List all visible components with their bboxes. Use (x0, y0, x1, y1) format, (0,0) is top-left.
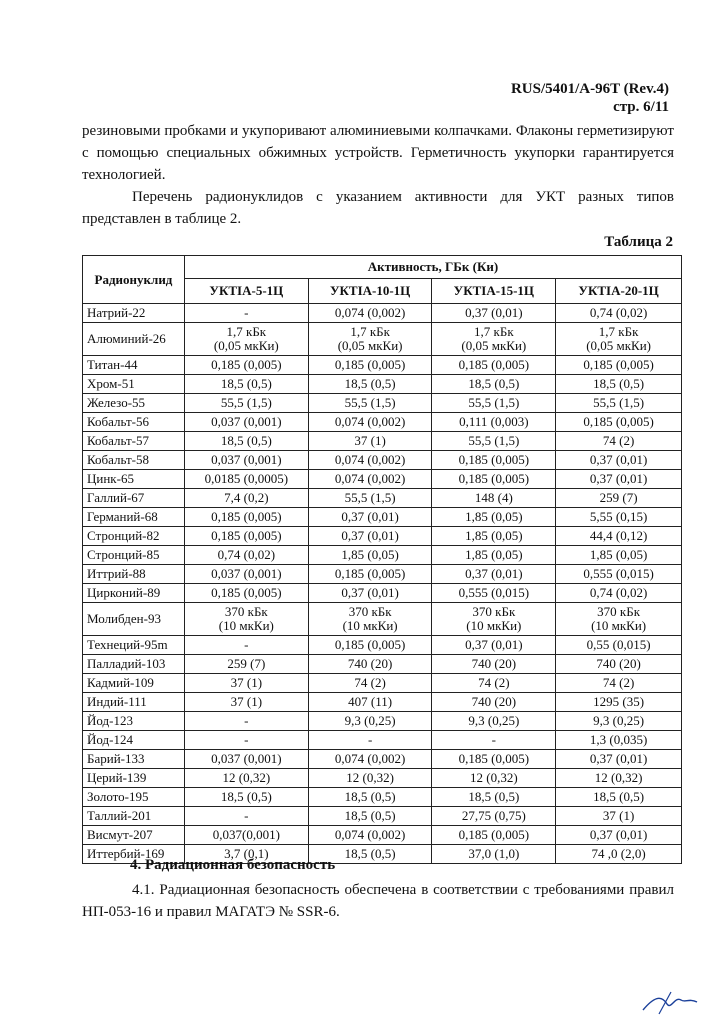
radionuclide-name: Алюминий-26 (83, 323, 185, 356)
activity-value: 37 (1) (556, 807, 682, 826)
activity-value: - (184, 304, 308, 323)
activity-value: 18,5 (0,5) (432, 788, 556, 807)
table-row (83, 527, 682, 546)
activity-value: 0,37 (0,01) (556, 451, 682, 470)
activity-value: 12 (0,32) (184, 769, 308, 788)
table-row (83, 603, 682, 636)
activity-value: 740 (20) (432, 693, 556, 712)
radionuclide-name: Стронций-82 (83, 527, 185, 546)
table-row (83, 470, 682, 489)
signature (641, 990, 699, 1016)
table-row (83, 304, 682, 323)
activity-value: 74 (2) (432, 674, 556, 693)
activity-value: 1295 (35) (556, 693, 682, 712)
activity-value: 0,185 (0,005) (308, 565, 432, 584)
activity-value: 0,185 (0,005) (184, 356, 308, 375)
activity-value: 9,3 (0,25) (432, 712, 556, 731)
activity-value: - (184, 712, 308, 731)
activity-value: 37 (1) (184, 693, 308, 712)
radionuclide-name: Иттрий-88 (83, 565, 185, 584)
activity-value: 407 (11) (308, 693, 432, 712)
activity-value: 9,3 (0,25) (308, 712, 432, 731)
radionuclide-name: Кобальт-57 (83, 432, 185, 451)
table-caption: Таблица 2 (604, 234, 673, 250)
radionuclide-name: Кобальт-56 (83, 413, 185, 432)
activity-value: 0,074 (0,002) (308, 304, 432, 323)
activity-value: 55,5 (1,5) (308, 489, 432, 508)
table-row (83, 693, 682, 712)
activity-value: 0,37 (0,01) (556, 750, 682, 769)
activity-value: 1,85 (0,05) (432, 508, 556, 527)
activity-value: - (184, 731, 308, 750)
table-row (83, 655, 682, 674)
table-row (83, 636, 682, 655)
activity-value: 18,5 (0,5) (184, 432, 308, 451)
activity-value: 27,75 (0,75) (432, 807, 556, 826)
table-row (83, 712, 682, 731)
section-4-title: 4. Радиационная безопасность (130, 857, 336, 873)
activity-value: 0,37 (0,01) (308, 527, 432, 546)
radionuclide-name: Технеций-95m (83, 636, 185, 655)
activity-value: 18,5 (0,5) (184, 788, 308, 807)
activity-value: 148 (4) (432, 489, 556, 508)
activity-value: 74 ,0 (2,0) (556, 845, 682, 864)
activity-value: 0,111 (0,003) (432, 413, 556, 432)
table-row (83, 807, 682, 826)
activity-value: 18,5 (0,5) (556, 788, 682, 807)
activity-value: 0,185 (0,005) (184, 508, 308, 527)
document-id: RUS/5401/A-96T (Rev.4) (510, 81, 669, 97)
activity-value: 0,0185 (0,0005) (184, 470, 308, 489)
activity-value: 0,037 (0,001) (184, 750, 308, 769)
radionuclide-name: Стронций-85 (83, 546, 185, 565)
activity-value: 37 (1) (184, 674, 308, 693)
activity-value: 1,7 кБк (0,05 мкКи) (184, 323, 308, 356)
activity-value: 18,5 (0,5) (308, 807, 432, 826)
activity-value: 0,37 (0,01) (308, 508, 432, 527)
activity-value: 0,37 (0,01) (432, 636, 556, 655)
activity-value: 0,074 (0,002) (308, 826, 432, 845)
radionuclide-name: Молибден-93 (83, 603, 185, 636)
activity-value: 1,85 (0,05) (556, 546, 682, 565)
radionuclide-name: Висмут-207 (83, 826, 185, 845)
activity-value: 1,7 кБк (0,05 мкКи) (308, 323, 432, 356)
table-row (83, 413, 682, 432)
radionuclide-name: Цирконий-89 (83, 584, 185, 603)
activity-value: 5,55 (0,15) (556, 508, 682, 527)
activity-value: 0,037 (0,001) (184, 451, 308, 470)
table-row (83, 375, 682, 394)
table-row (83, 584, 682, 603)
activity-value: 0,037(0,001) (184, 826, 308, 845)
activity-value: 0,185 (0,005) (432, 750, 556, 769)
activity-value: 0,37 (0,01) (432, 304, 556, 323)
table-row (83, 508, 682, 527)
page-number: стр. 6/11 (613, 99, 669, 115)
activity-value: 0,185 (0,005) (432, 470, 556, 489)
activity-value: 18,5 (0,5) (432, 375, 556, 394)
activity-value: 0,037 (0,001) (184, 565, 308, 584)
activity-value: 55,5 (1,5) (556, 394, 682, 413)
activity-value: 12 (0,32) (308, 769, 432, 788)
activity-value: 0,185 (0,005) (556, 356, 682, 375)
activity-value: 18,5 (0,5) (308, 788, 432, 807)
activity-value: 0,37 (0,01) (432, 565, 556, 584)
activity-value: - (184, 807, 308, 826)
section-4-text: 4.1. Радиационная безопасность обеспечена в соответствии с требованиями правил НП-053-16 и правил МАГАТЭ № SSR-6. (82, 882, 674, 920)
table-row (83, 826, 682, 845)
radionuclide-name: Хром-51 (83, 375, 185, 394)
activity-value: 1,3 (0,035) (556, 731, 682, 750)
activity-value: 18,5 (0,5) (308, 375, 432, 394)
radionuclide-name: Цинк-65 (83, 470, 185, 489)
activity-value: 12 (0,32) (556, 769, 682, 788)
activity-value: 7,4 (0,2) (184, 489, 308, 508)
radionuclide-name: Иттербий-169 (83, 845, 185, 864)
activity-value: 370 кБк (10 мкКи) (308, 603, 432, 636)
radionuclide-name: Таллий-201 (83, 807, 185, 826)
activity-value: 0,185 (0,005) (432, 826, 556, 845)
activity-value: 0,37 (0,01) (556, 826, 682, 845)
activity-value: 0,185 (0,005) (308, 356, 432, 375)
activity-value: 0,074 (0,002) (308, 750, 432, 769)
activity-value: 740 (20) (308, 655, 432, 674)
activity-value: 0,185 (0,005) (184, 527, 308, 546)
document-header (511, 80, 669, 116)
activity-value: 0,37 (0,01) (308, 584, 432, 603)
table-row (83, 432, 682, 451)
activity-value: - (308, 731, 432, 750)
activity-value: 55,5 (1,5) (308, 394, 432, 413)
table-row (83, 451, 682, 470)
activity-value: 37,0 (1,0) (432, 845, 556, 864)
radionuclide-name: Барий-133 (83, 750, 185, 769)
radionuclide-table (82, 255, 682, 864)
activity-value: 12 (0,32) (432, 769, 556, 788)
table-row (83, 788, 682, 807)
radionuclide-name: Натрий-22 (83, 304, 185, 323)
table-row (83, 750, 682, 769)
activity-value: 9,3 (0,25) (556, 712, 682, 731)
activity-value: 0,74 (0,02) (556, 304, 682, 323)
paragraph-sealing: резиновыми пробками и укупоривают алюминиевыми колпачками. Флаконы герметизируют с помощью специальных обжимных устройств. Герметичность укупорки гарантируется технологией. (82, 123, 674, 183)
radionuclide-name: Галлий-67 (83, 489, 185, 508)
activity-value: 740 (20) (432, 655, 556, 674)
activity-value: 0,074 (0,002) (308, 413, 432, 432)
radionuclide-name: Золото-195 (83, 788, 185, 807)
activity-value: 3,7 (0,1) (184, 845, 308, 864)
activity-value: 74 (2) (308, 674, 432, 693)
activity-value: 0,74 (0,02) (184, 546, 308, 565)
radionuclide-name: Кобальт-58 (83, 451, 185, 470)
activity-value: 0,074 (0,002) (308, 451, 432, 470)
header-activity: Активность, ГБк (Ки) (184, 256, 681, 279)
paragraph-table-intro: Перечень радионуклидов с указанием активности для УКТ разных типов представлен в таблице 2. (82, 189, 674, 227)
activity-value: 0,185 (0,005) (556, 413, 682, 432)
radionuclide-name: Йод-124 (83, 731, 185, 750)
activity-value: 1,85 (0,05) (432, 546, 556, 565)
activity-value: 0,55 (0,015) (556, 636, 682, 655)
activity-value: 37 (1) (308, 432, 432, 451)
table-row (83, 489, 682, 508)
activity-value: 0,185 (0,005) (184, 584, 308, 603)
header-type-1: УКТIA-5-1Ц (184, 279, 308, 304)
radionuclide-name: Германий-68 (83, 508, 185, 527)
activity-value: 0,37 (0,01) (556, 470, 682, 489)
header-type-3: УКТIA-15-1Ц (432, 279, 556, 304)
activity-value: 18,5 (0,5) (556, 375, 682, 394)
activity-value: 370 кБк (10 мкКи) (556, 603, 682, 636)
radionuclide-name: Железо-55 (83, 394, 185, 413)
activity-value: 44,4 (0,12) (556, 527, 682, 546)
radionuclide-name: Церий-139 (83, 769, 185, 788)
table-row (83, 769, 682, 788)
table-row (83, 565, 682, 584)
activity-value: 1,7 кБк (0,05 мкКи) (556, 323, 682, 356)
activity-value: - (432, 731, 556, 750)
activity-value: 1,85 (0,05) (432, 527, 556, 546)
header-radionuclide: Радионуклид (83, 256, 185, 304)
activity-value: 1,85 (0,05) (308, 546, 432, 565)
activity-value: 1,7 кБк (0,05 мкКи) (432, 323, 556, 356)
radionuclide-name: Палладий-103 (83, 655, 185, 674)
activity-value: 74 (2) (556, 432, 682, 451)
activity-value: 0,074 (0,002) (308, 470, 432, 489)
header-type-4: УКТIA-20-1Ц (556, 279, 682, 304)
radionuclide-name: Йод-123 (83, 712, 185, 731)
table-row (83, 546, 682, 565)
activity-value: 18,5 (0,5) (308, 845, 432, 864)
activity-value: 259 (7) (184, 655, 308, 674)
activity-value: 0,185 (0,005) (308, 636, 432, 655)
activity-value: 0,037 (0,001) (184, 413, 308, 432)
activity-value: 0,555 (0,015) (556, 565, 682, 584)
table-row (83, 674, 682, 693)
table-row (83, 394, 682, 413)
table-row (83, 323, 682, 356)
activity-value: 0,74 (0,02) (556, 584, 682, 603)
activity-value: 55,5 (1,5) (432, 432, 556, 451)
radionuclide-name: Титан-44 (83, 356, 185, 375)
activity-value: 74 (2) (556, 674, 682, 693)
table-row (83, 356, 682, 375)
activity-value: 55,5 (1,5) (184, 394, 308, 413)
activity-value: 0,185 (0,005) (432, 451, 556, 470)
radionuclide-name: Кадмий-109 (83, 674, 185, 693)
activity-value: 0,555 (0,015) (432, 584, 556, 603)
activity-value: 18,5 (0,5) (184, 375, 308, 394)
activity-value: 259 (7) (556, 489, 682, 508)
activity-value: 370 кБк (10 мкКи) (432, 603, 556, 636)
radionuclide-name: Индий-111 (83, 693, 185, 712)
activity-value: 370 кБк (10 мкКи) (184, 603, 308, 636)
header-type-2: УКТIA-10-1Ц (308, 279, 432, 304)
activity-value: - (184, 636, 308, 655)
table-row (83, 731, 682, 750)
activity-value: 55,5 (1,5) (432, 394, 556, 413)
activity-value: 740 (20) (556, 655, 682, 674)
activity-value: 0,185 (0,005) (432, 356, 556, 375)
